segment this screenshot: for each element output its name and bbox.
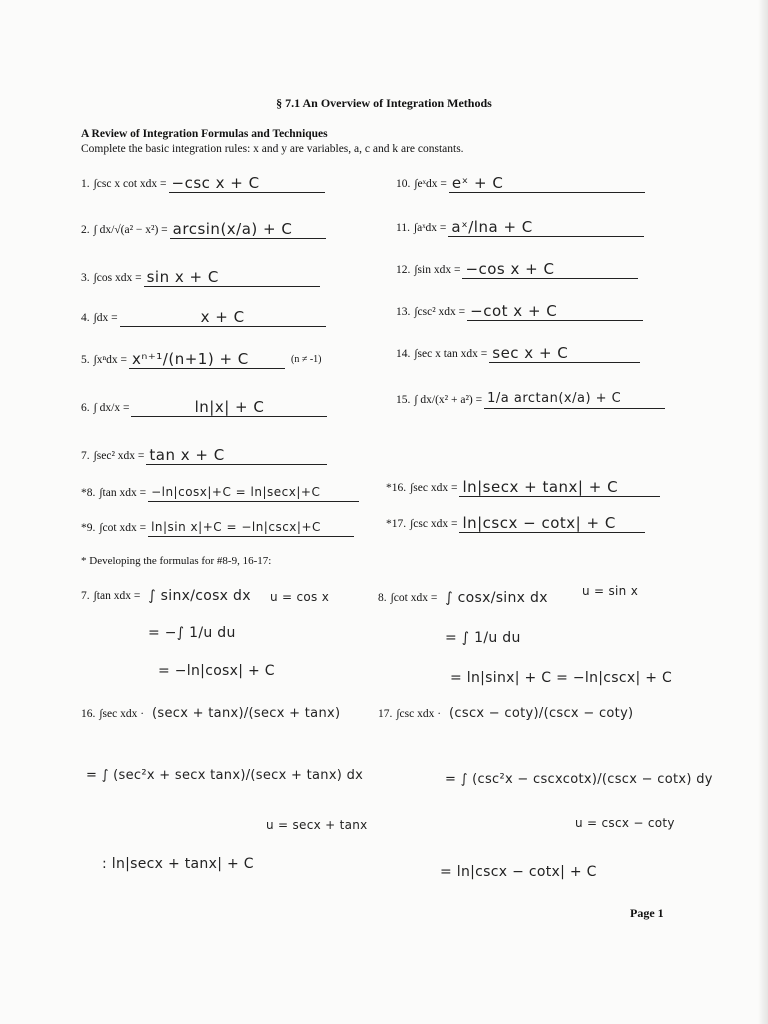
answer-blank: arcsin(x/a) + C xyxy=(170,220,326,239)
problem-number: *9. xyxy=(81,521,96,534)
problem-1 xyxy=(81,174,325,193)
problem-integral: ∫ dx/x = xyxy=(93,401,130,414)
problem-13 xyxy=(396,302,643,321)
problem-7 xyxy=(81,446,327,465)
answer-blank: sec x + C xyxy=(489,344,640,363)
substitution: u = sin x xyxy=(582,584,639,598)
problem-9 xyxy=(81,518,354,537)
problem-3 xyxy=(81,268,320,287)
answer-blank: xⁿ⁺¹/(n+1) + C xyxy=(129,350,285,369)
derivation-step: = −ln|cosx| + C xyxy=(158,663,275,679)
derivation-step: (cscx − coty)/(cscx − coty) xyxy=(449,706,634,721)
derivation-integral: ∫csc xdx · xyxy=(396,707,442,720)
derivation-step: ∫ sinx/cosx dx xyxy=(148,588,251,604)
derivation-number: 7. xyxy=(81,590,90,602)
instructions: Complete the basic integration rules: x and y are variables, a, c and k are constants. xyxy=(81,143,464,155)
problem-integral: ∫tan xdx = xyxy=(99,486,147,499)
answer-blank: ln|sin x|+C = −ln|cscx|+C xyxy=(148,518,354,537)
problem-number: 11. xyxy=(396,221,410,234)
answer-blank: sin x + C xyxy=(144,268,320,287)
derivation-step: : ln|secx + tanx| + C xyxy=(102,856,254,872)
answer-blank: eˣ + C xyxy=(449,174,645,193)
problem-number: 12. xyxy=(396,263,411,276)
problem-number: 10. xyxy=(396,177,411,190)
derivation-17-header xyxy=(378,706,633,721)
problem-integral: ∫sin xdx = xyxy=(414,263,461,276)
problem-integral: ∫sec xdx = xyxy=(410,481,458,494)
problem-8 xyxy=(81,483,359,502)
problem-integral: ∫aˣdx = xyxy=(413,221,447,234)
problem-number: 2. xyxy=(81,223,90,236)
derivation-step: = ∫ 1/u du xyxy=(445,630,521,646)
problem-number: *8. xyxy=(81,486,96,499)
derivation-step: ∫ cosx/sinx dx xyxy=(445,590,548,606)
derivation-integral: ∫cot xdx = xyxy=(390,592,438,604)
page-number: Page 1 xyxy=(630,906,664,920)
derivation-step: = ∫ (csc²x − cscxcotx)/(cscx − cotx) dy xyxy=(445,772,713,787)
problem-integral: ∫dx = xyxy=(93,311,118,324)
problem-4 xyxy=(81,308,326,327)
problem-16 xyxy=(386,478,660,497)
problem-15 xyxy=(396,390,665,409)
problem-integral: ∫csc² xdx = xyxy=(414,305,466,318)
problem-17 xyxy=(386,514,645,533)
problem-number: 15. xyxy=(396,393,411,406)
problem-number: *16. xyxy=(386,481,407,494)
answer-blank: −cot x + C xyxy=(467,302,643,321)
scan-edge-shadow xyxy=(758,0,768,1024)
section-subheading: A Review of Integration Formulas and Techniques xyxy=(81,128,328,140)
problem-number: 14. xyxy=(396,347,411,360)
problem-number: 3. xyxy=(81,271,90,284)
derivation-8-header xyxy=(378,590,548,606)
derivation-integral: ∫tan xdx = xyxy=(93,590,141,602)
substitution: u = cscx − coty xyxy=(575,816,675,830)
substitution: u = secx + tanx xyxy=(266,818,368,832)
answer-blank: aˣ/lna + C xyxy=(448,218,644,237)
problem-12 xyxy=(396,260,638,279)
derivation-number: 16. xyxy=(81,707,96,720)
answer-blank: ln|secx + tanx| + C xyxy=(459,478,660,497)
derivation-step: (secx + tanx)/(secx + tanx) xyxy=(152,706,341,721)
answer-blank: x + C xyxy=(120,308,326,327)
answer-blank: −cos x + C xyxy=(462,260,638,279)
derivation-step: = −∫ 1/u du xyxy=(148,625,236,641)
problem-integral: ∫cot xdx = xyxy=(99,521,147,534)
derivation-step: = ln|cscx − cotx| + C xyxy=(440,864,597,880)
derivation-integral: ∫sec xdx · xyxy=(99,707,145,720)
derivation-16-header xyxy=(81,706,340,721)
problem-14 xyxy=(396,344,640,363)
problem-integral: ∫eˣdx = xyxy=(414,177,447,190)
problem-integral: ∫xⁿdx = xyxy=(93,353,128,366)
problem-integral: ∫ dx/(x² + a²) = xyxy=(414,393,483,406)
problem-number: 6. xyxy=(81,401,90,414)
problem-integral: ∫cos xdx = xyxy=(93,271,142,284)
problem-number: *17. xyxy=(386,517,407,530)
developing-heading: * Developing the formulas for #8-9, 16-17: xyxy=(81,555,272,567)
problem-integral: ∫sec² xdx = xyxy=(93,449,145,462)
answer-blank: 1/a arctan(x/a) + C xyxy=(484,390,665,409)
condition-note: (n ≠ -1) xyxy=(291,354,322,365)
problem-integral: ∫sec x tan xdx = xyxy=(414,347,488,360)
answer-blank: tan x + C xyxy=(146,446,327,465)
problem-5 xyxy=(81,350,322,369)
problem-number: 5. xyxy=(81,353,90,366)
problem-10 xyxy=(396,174,645,193)
derivation-number: 17. xyxy=(378,707,393,720)
answer-blank: −ln|cosx|+C = ln|secx|+C xyxy=(148,483,359,502)
problem-2 xyxy=(81,220,326,239)
problem-number: 13. xyxy=(396,305,411,318)
derivation-7-header xyxy=(81,588,251,604)
substitution: u = cos x xyxy=(270,590,330,604)
derivation-number: 8. xyxy=(378,592,387,604)
answer-blank: ln|x| + C xyxy=(131,398,327,417)
derivation-step: = ln|sinx| + C = −ln|cscx| + C xyxy=(450,670,673,686)
problem-integral: ∫csc x cot xdx = xyxy=(93,177,167,190)
answer-blank: −csc x + C xyxy=(169,174,325,193)
derivation-step: = ∫ (sec²x + secx tanx)/(secx + tanx) dx xyxy=(86,768,364,783)
problem-11 xyxy=(396,218,644,237)
problem-number: 7. xyxy=(81,449,90,462)
problem-number: 1. xyxy=(81,177,90,190)
problem-6 xyxy=(81,398,327,417)
page-title: § 7.1 An Overview of Integration Methods xyxy=(276,96,492,110)
problem-integral: ∫ dx/√(a² − x²) = xyxy=(93,223,168,236)
problem-number: 4. xyxy=(81,311,90,324)
problem-integral: ∫csc xdx = xyxy=(410,517,458,530)
answer-blank: ln|cscx − cotx| + C xyxy=(459,514,645,533)
